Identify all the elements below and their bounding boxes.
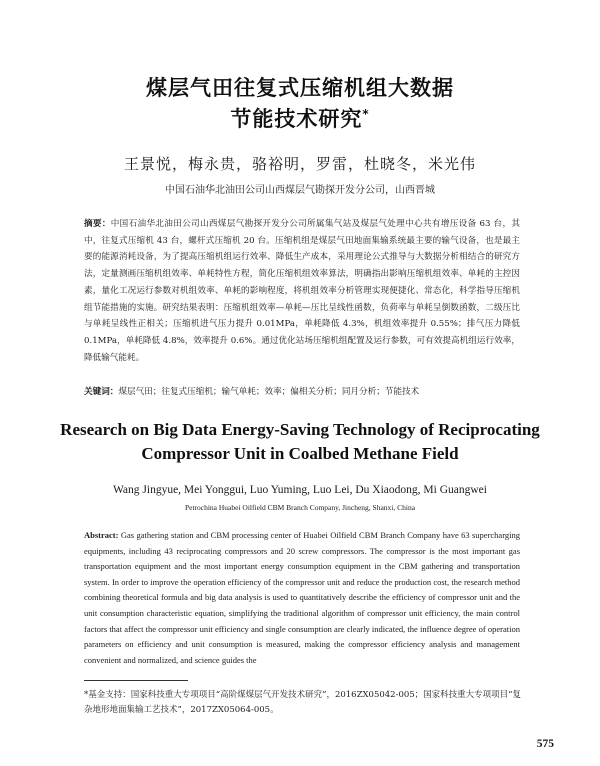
abstract-zh <box>84 216 520 366</box>
abstract-en-text: Gas gathering station and CBM processing center of Huabei Oilfield CBM Branch Company have 63 supercharging equipments, including 43 reciprocating compressors and 20 screw compressors. The compressor is the most important gas transportation equipment and the most important energy consumption equipment in the CBM gathering and transportation system. In order to improve the operation efficiency of the compressor unit and reduce the production cost, the research method combining theoretical formula and big data analysis is used to quantitatively describe the efficiency of compressor unit and the unit consumption characteristic equation, simplifying the traditional algorithm of compressor unit efficiency, the main control factors that affect the compressor unit efficiency and single consumption are clearly indicated, the influence degree of operation parameters on efficiency and unit consumption is measured, making the compressor efficiency analysis and management convenient and normalized, and science guides the <box>84 530 520 665</box>
title-zh-line1: 煤层气田往复式压缩机组大数据 <box>146 76 454 100</box>
title-zh-line2: 节能技术研究 <box>230 107 363 131</box>
title-footnote-mark: * <box>362 107 370 121</box>
footnote-divider <box>84 680 188 681</box>
keywords-zh-text: 煤层气田；往复式压缩机；输气单耗；效率；偏相关分析；同月分析；节能技术 <box>118 387 420 397</box>
abstract-zh-text: 中国石油华北油田公司山西煤层气勘探开发分公司所属集气站及煤层气处理中心共有增压设备 63 台，其中，往复式压缩机 43 台，螺杆式压缩机 20 台。压缩机组是煤层气田地面集输系统最主要的输气设备，也是最主要的能源消耗设备，为了提高压缩机组运行效率、降低生产成本，采用理论公式推导与大数据分析相结合的研究方法，定量测画压缩机组效率、单耗特性方程，简化压缩机组效率算法，明确指出影响压缩机组效率、单耗的主控因素，量化工况运行参数对机组效率、单耗的影响程度，将机组效率分析管理实现便捷化、常态化，科学指导压缩机组节能措施的实施。研究结果表明：压缩机组效率—单耗—压比呈线性函数，负荷率与单耗呈倒数函数，二级压比与单耗呈线性正相关；压缩机进气压力提升 0.01MPa，单耗降低 4.3%，机组效率提升 0.55%；排气压力降低 0.1MPa，单耗降低 4.8%，效率提升 0.6%。通过优化站场压缩机组配置及运行参数，可有效提高机组运行效率，降低输气能耗。 <box>84 219 520 363</box>
authors-en: Wang Jingyue, Mei Yonggui, Luo Yuming, Luo Lei, Du Xiaodong, Mi Guangwei <box>113 484 487 496</box>
affiliation-en: Petrochina Huabei Oilfield CBM Branch Company, Jincheng, Shanxi, China <box>184 503 416 512</box>
page-number: 575 <box>536 738 554 750</box>
affiliation-zh: 中国石油华北油田公司山西煤层气勘探开发分公司，山西晋城 <box>165 185 435 196</box>
title-en-line2: Compressor Unit in Coalbed Methane Field <box>141 444 459 463</box>
title-zh-line2-wrap <box>0 103 600 133</box>
abstract-en-label: Abstract: <box>84 530 119 540</box>
abstract-zh-label: 摘要： <box>84 219 111 229</box>
abstract-en <box>84 528 520 668</box>
title-en-line1: Research on Big Data Energy-Saving Technology of Reciprocating <box>60 420 540 439</box>
authors-zh: 王景悦，梅永贵，骆裕明，罗雷，杜晓冬，米光伟 <box>123 155 476 173</box>
keywords-zh <box>84 385 520 399</box>
footnote: *基金支持：国家科技重大专项项目“高阶煤煤层气开发技术研究”，2016ZX05042-005；国家科技重大专项项目“复杂地形地面集输工艺技术”，2017ZX05064-005。 <box>84 690 522 715</box>
keywords-zh-label: 关键词： <box>84 387 119 397</box>
